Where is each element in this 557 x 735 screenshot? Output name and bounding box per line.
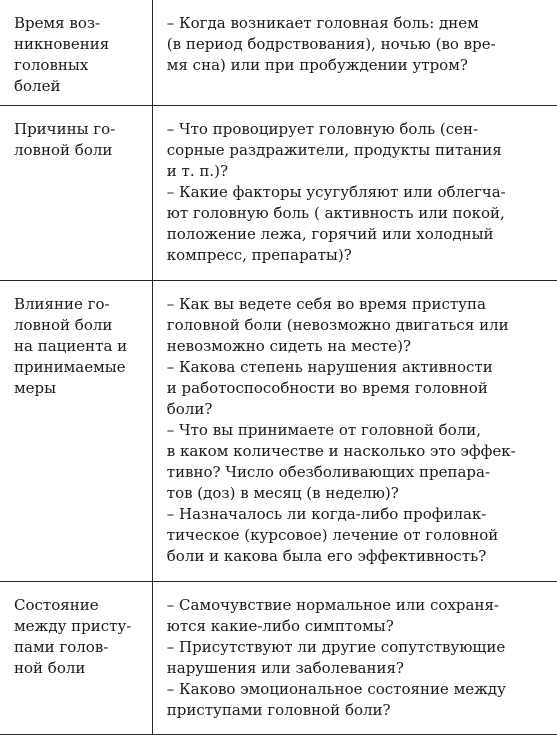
topic-line: ловной боли xyxy=(14,141,113,159)
question-line: – Какова степень нарушения активности xyxy=(166,358,493,376)
question-line: приступами головной боли? xyxy=(166,701,391,719)
question-line: – Что вы принимаете от головной боли, xyxy=(166,421,482,439)
question-line: сорные раздражители, продукты питания xyxy=(166,141,502,159)
topic-cell xyxy=(0,0,152,106)
topic-line: пами голов- xyxy=(14,638,109,656)
question-line: тов (доз) в месяц (в неделю)? xyxy=(166,484,399,502)
topic-line: никновения xyxy=(14,35,110,53)
topic-line: Состояние xyxy=(14,596,99,614)
topic-line: болей xyxy=(14,77,61,95)
topic-line: Причины го- xyxy=(14,120,116,138)
question-line: – Что провоцирует головную боль (сен- xyxy=(166,120,479,138)
question-line: положение лежа, горячий или холодный xyxy=(166,225,494,243)
question-line: – Каково эмоциональное состояние между xyxy=(166,680,506,698)
question-line: – Когда возникает головная боль: днем xyxy=(166,14,479,32)
topic-line: меры xyxy=(14,379,57,397)
question-line: тивно? Число обезболивающих препара- xyxy=(166,463,491,481)
topic-line: головных xyxy=(14,56,89,74)
question-line: невозможно сидеть на месте)? xyxy=(166,337,412,355)
question-line: боли? xyxy=(166,400,213,418)
questions-cell xyxy=(152,106,557,281)
topic-line: Влияние го- xyxy=(14,295,110,313)
question-line: ются какие-либо симптомы? xyxy=(166,617,394,635)
topic-cell xyxy=(0,281,152,582)
question-line: – Присутствуют ли другие сопутствующие xyxy=(166,638,506,656)
question-line: боли и какова была его эффективность? xyxy=(166,547,487,565)
question-line: ют головную боль ( активность или покой, xyxy=(166,204,505,222)
question-line: тическое (курсовое) лечение от головной xyxy=(166,526,499,544)
topic-line: принимаемые xyxy=(14,358,126,376)
question-line: головной боли (невозможно двигаться или xyxy=(166,316,509,334)
questions-cell xyxy=(152,281,557,582)
question-line: мя сна) или при пробуждении утром? xyxy=(166,56,468,74)
table-row xyxy=(0,281,557,582)
topic-cell xyxy=(0,582,152,735)
questions-cell xyxy=(152,582,557,735)
question-line: (в период бодрствования), ночью (во вре- xyxy=(166,35,496,53)
topic-cell xyxy=(0,106,152,281)
topic-line: на пациента и xyxy=(14,337,128,355)
questions-cell xyxy=(152,0,557,106)
question-line: и работоспособности во время головной xyxy=(166,379,488,397)
table-row xyxy=(0,0,557,106)
question-line: и т. п.)? xyxy=(166,162,229,180)
question-line: – Как вы ведете себя во время приступа xyxy=(166,295,486,313)
question-line: – Какие факторы усугубляют или облегча- xyxy=(166,183,506,201)
topic-line: между присту- xyxy=(14,617,132,635)
table-row xyxy=(0,106,557,281)
topic-line: ной боли xyxy=(14,659,86,677)
question-line: в каком количестве и насколько это эффек- xyxy=(166,442,516,460)
topic-line: Время воз- xyxy=(14,14,101,32)
question-line: – Самочувствие нормальное или сохраня- xyxy=(166,596,499,614)
question-line: – Назначалось ли когда-либо профилак- xyxy=(166,505,487,523)
question-line: нарушения или заболевания? xyxy=(166,659,404,677)
table-row xyxy=(0,582,557,735)
topic-line: ловной боли xyxy=(14,316,113,334)
question-line: компресс, препараты)? xyxy=(166,246,352,264)
